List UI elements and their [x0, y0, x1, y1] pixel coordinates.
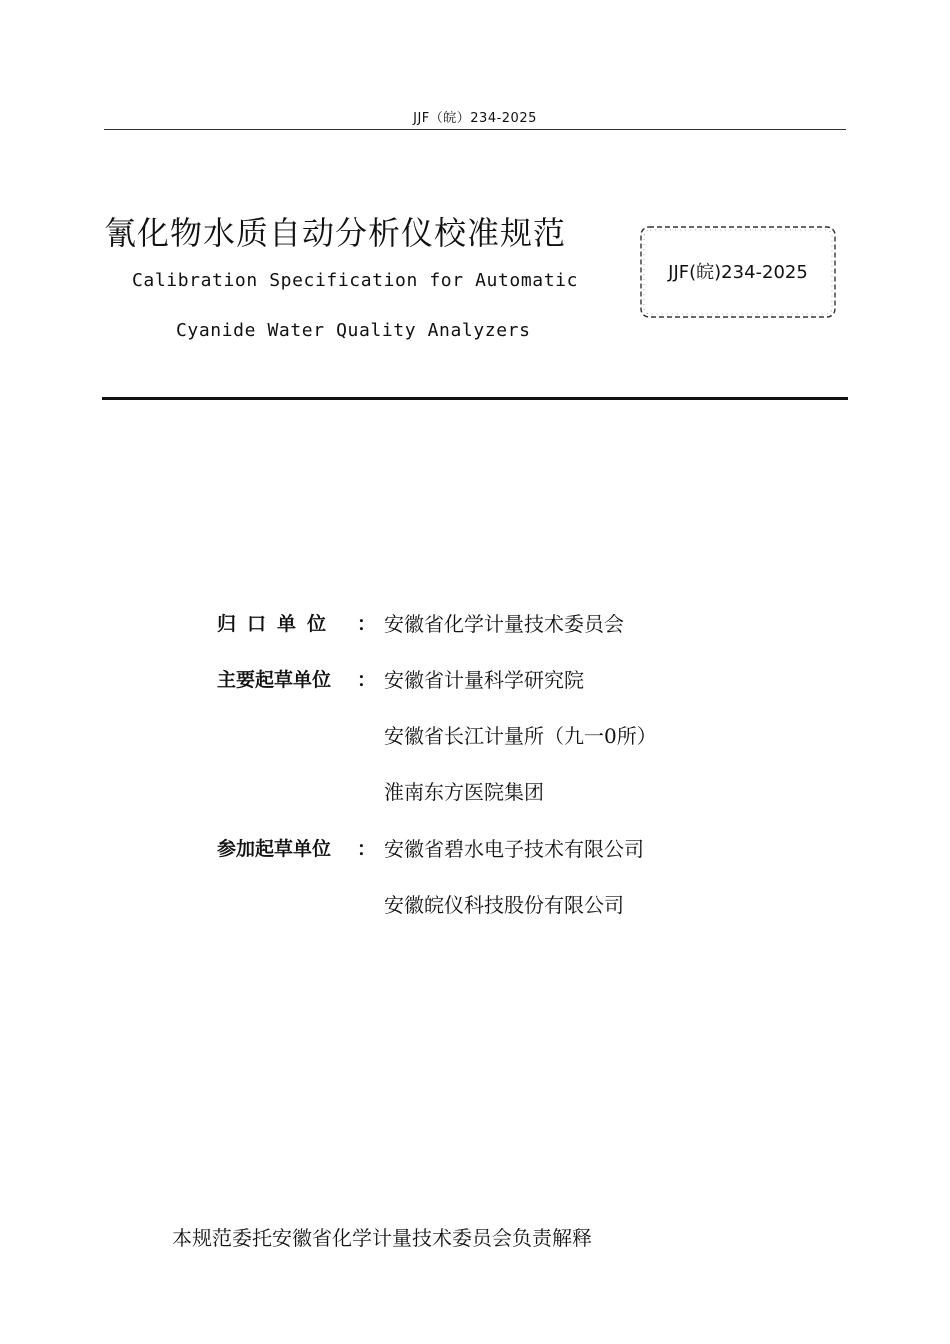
- document-title-en-line2: Cyanide Water Quality Analyzers: [176, 320, 531, 341]
- participating-org: 安徽皖仪科技股份有限公司: [384, 893, 624, 917]
- document-title-en-line1: Calibration Specification for Automatic: [132, 270, 579, 291]
- participating-org: 安徽省碧水电子技术有限公司: [384, 837, 644, 861]
- document-title-cn: 氰化物水质自动分析仪校准规范: [104, 214, 567, 252]
- title-separator-rule: [102, 397, 848, 400]
- interpretation-note: 本规范委托安徽省化学计量技术委员会负责解释: [172, 1226, 592, 1250]
- label-main-drafting-units: 主要起草单位: [217, 669, 332, 691]
- label-colon: ：: [357, 838, 377, 860]
- responsible-unit-org: 安徽省化学计量技术委员会: [384, 612, 624, 636]
- label-participating-units: 参加起草单位: [217, 838, 332, 860]
- main-drafting-org: 淮南东方医院集团: [384, 780, 544, 804]
- specification-code: JJF(皖)234-2025: [668, 262, 808, 283]
- label-colon: ：: [357, 613, 377, 635]
- main-drafting-org: 安徽省长江计量所（九一0所）: [384, 724, 657, 748]
- header-rule: [104, 129, 846, 130]
- label-responsible-unit: 归口单位: [217, 613, 338, 635]
- main-drafting-org: 安徽省计量科学研究院: [384, 668, 584, 692]
- specification-code-box: [638, 224, 838, 320]
- label-colon: ：: [357, 669, 377, 691]
- running-header-code: JJF（皖）234-2025: [413, 111, 537, 126]
